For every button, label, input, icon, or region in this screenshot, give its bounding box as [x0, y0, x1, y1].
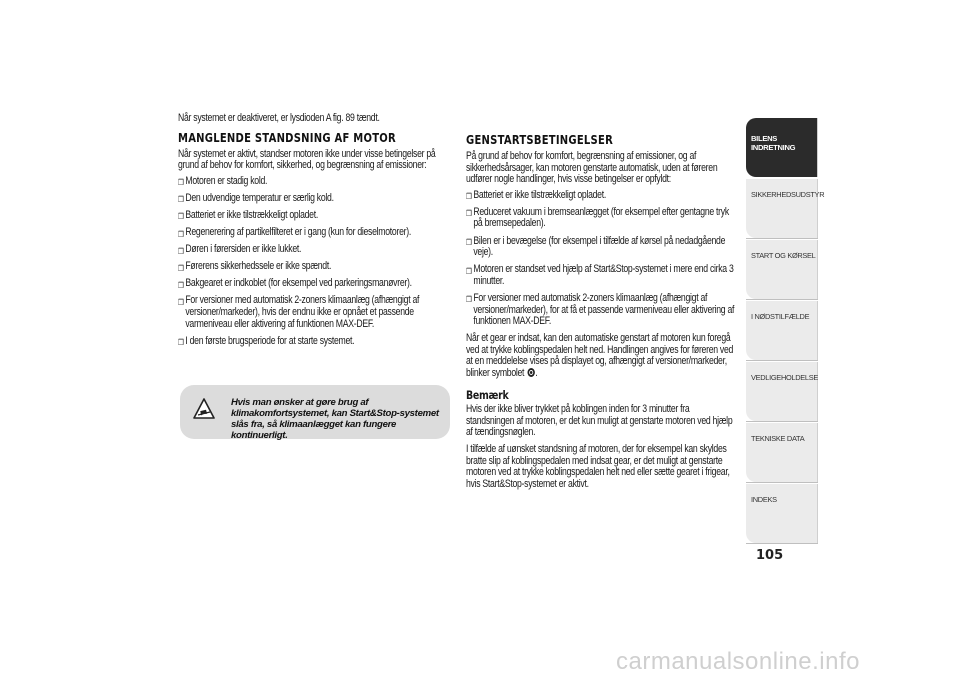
list-item: ❒ For versioner med automatisk 2-zoners klimaanlæg (afhængigt af versioner/markeder), for at få et passende varmeniveau eller aktivering af funktionen MAX-DEF.	[466, 291, 735, 328]
checkbox-bullet-icon: ❒	[178, 178, 184, 188]
left-column	[178, 113, 453, 353]
list-item: ❒ Bakgearet er indkoblet (for eksempel ved parkeringsmanøvrer).	[178, 277, 412, 290]
checkbox-bullet-icon: ❒	[466, 192, 472, 202]
chapter-tabs	[746, 118, 825, 545]
checkbox-bullet-icon: ❒	[178, 338, 184, 348]
checkbox-bullet-icon: ❒	[466, 295, 472, 305]
checkbox-bullet-icon: ❒	[466, 266, 472, 276]
checkbox-bullet-icon: ❒	[178, 263, 184, 273]
paragraph-gear-restart: Når et gear er indsat, kan den automatiske genstart af motoren kun foregå ved at trykke koblingspedalen helt ned. Handlingen angives for føreren ved at en meddelelse vises på displayet og, afhængigt af versioner/markeder, blinker symbolet .	[466, 332, 734, 379]
list-item: ❒ For versioner med automatisk 2-zoners klimaanlæg (afhængigt af versioner/markeder), hvis der endnu ikke er opnået et passende varmeniveau eller aktivering af funktionen MAX-DEF.	[178, 294, 420, 330]
page-number: 105	[756, 548, 784, 563]
car-on-slope-warning-icon	[193, 398, 215, 420]
list-item: ❒ Motoren er stadig kold.	[178, 174, 268, 188]
checkbox-bullet-icon: ❒	[178, 246, 184, 256]
subheading-note: Bemærk	[466, 387, 509, 402]
paragraph-restart: På grund af behov for komfort, begrænsning af emissioner, og af sikkerhedsårsager, kan motoren genstarte automatisk, uden at føreren udfører nogle handlinger, hvis visse betingelser er opfyldt:	[466, 150, 718, 186]
checkbox-bullet-icon: ❒	[466, 209, 472, 219]
warning-text: Hvis man ønsker at gøre brug af klimakomfortsystemet, kan Start&Stop-systemet slås fra, så klimaanlægget kan fungere kontinuerligt.	[231, 397, 439, 441]
right-column	[466, 133, 738, 495]
list-item: ❒ I den første brugsperiode for at starte systemet.	[178, 334, 355, 348]
tab-vedligeholdelse[interactable]: VEDLIGEHOLDELSE	[746, 362, 818, 421]
list-item: ❒ Regenerering af partikelfilteret er i gang (kun for dieselmotorer).	[178, 226, 411, 239]
list-item: ❒ Batteriet er ikke tilstrækkeligt opladet.	[466, 188, 606, 202]
list-item: ❒ Den udvendige temperatur er særlig kold.	[178, 191, 334, 205]
checkbox-bullet-icon: ❒	[178, 212, 184, 222]
tab-sikkerhedsudstyr[interactable]: SIKKERHEDSUDSTYR	[746, 179, 818, 238]
watermark-text: carmanualsonline.info	[616, 648, 860, 675]
checkbox-bullet-icon: ❒	[466, 238, 472, 248]
list-item: ❒ Motoren er standset ved hjælp af Start&Stop-systemet i mere end cirka 3 minutter.	[466, 263, 734, 287]
list-item: ❒ Batteriet er ikke tilstrækkeligt opladet.	[178, 208, 318, 222]
tab-start-og-korsel[interactable]: START OG KØRSEL	[746, 240, 818, 299]
checkbox-bullet-icon: ❒	[178, 280, 184, 290]
note-paragraph-1: Hvis der ikke bliver trykket på koblingen inden for 3 minutter fra standsningen af motoren, er det kun muligt at genstarte motoren ved hjælp af tændingsnøglen.	[466, 403, 733, 439]
heading-restart-conditions: GENSTARTSBETINGELSER	[466, 133, 614, 147]
list-item: ❒ Reduceret vakuum i bremseanlægget (for eksempel efter gentagne tryk på bremsepedalen).	[466, 205, 729, 230]
checkbox-bullet-icon: ❒	[178, 195, 184, 205]
list-item: ❒ Bilen er i bevægelse (for eksempel i tilfælde af kørsel på nedadgående veje).	[466, 234, 726, 259]
right-bullet-list	[466, 190, 738, 328]
list-item: ❒ Døren i førersiden er ikke lukket.	[178, 243, 302, 256]
tab-tekniske-data[interactable]: TEKNISKE DATA	[746, 423, 818, 482]
left-bullet-list	[178, 176, 453, 348]
start-stop-symbol-icon	[527, 368, 534, 377]
note-paragraph-2: I tilfælde af uønsket standsning af motoren, der for eksempel kan skyldes bratte slip af koblingspedalen med indsat gear, er det muligt at genstarte motoren ved at trykke koblingspedalen helt ned eller sætte gearet i frigear, hvis Start&Stop-systemet er aktivt.	[466, 442, 730, 490]
tab-bilens-indretning[interactable]: BILENS INDRETNING	[746, 118, 818, 177]
tab-i-nodstilfaelde[interactable]: I NØDSTILFÆLDE	[746, 301, 818, 360]
heading-no-engine-stop: MANGLENDE STANDSNING AF MOTOR	[178, 130, 396, 145]
list-item: ❒ Førerens sikkerhedssele er ikke spændt.	[178, 260, 332, 273]
tab-indeks[interactable]: INDEKS	[746, 484, 818, 543]
checkbox-bullet-icon: ❒	[178, 229, 184, 239]
intro-text: Når systemet er deaktiveret, er lysdioden A fig. 89 tændt.	[178, 112, 380, 124]
paragraph-conditions: Når systemet er aktivt, standser motoren ikke under visse betingelser på grund af behov for komfort, sikkerhed, og begrænsning af emissioner:	[178, 147, 436, 172]
checkbox-bullet-icon: ❒	[178, 297, 184, 307]
